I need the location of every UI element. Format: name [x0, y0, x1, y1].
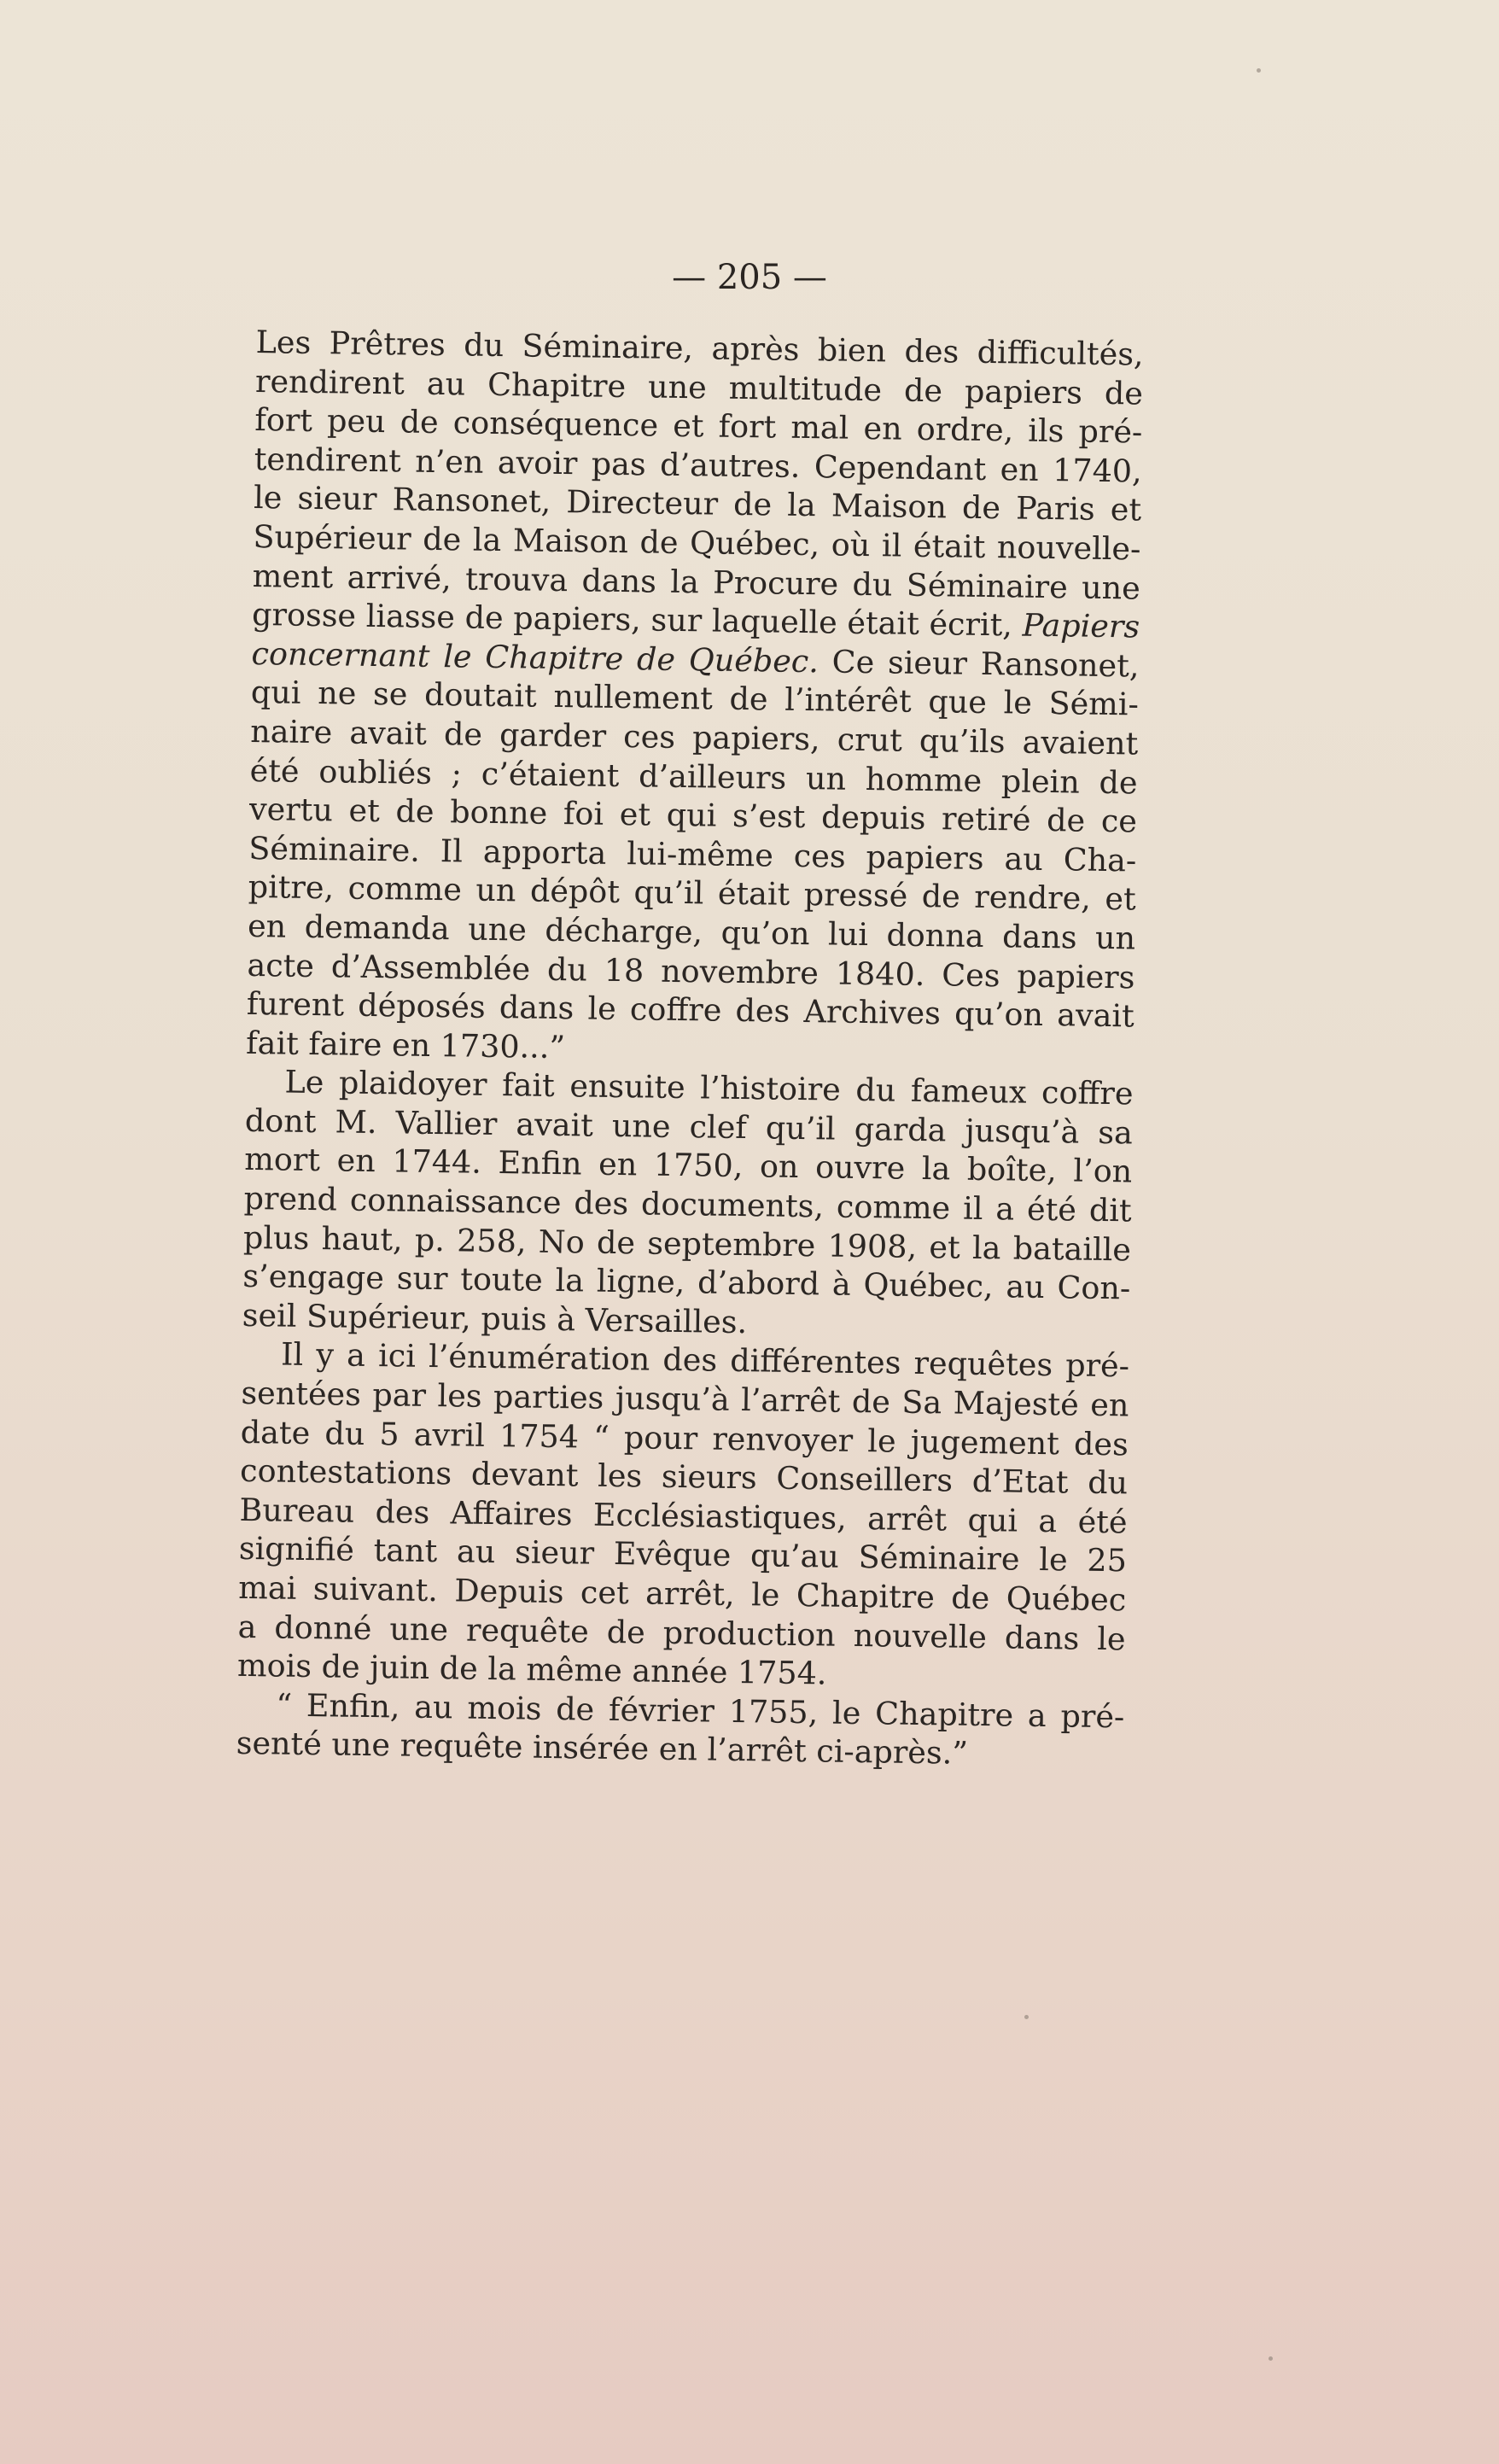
text-line: vertu et de bonne foi et qui s’est depuis retiré de ce: [248, 791, 1138, 840]
text-line: dont M. Vallier avait une clef qu’il garda jusqu’à sa: [244, 1101, 1134, 1152]
text-line: mai suivant. Depuis cet arrêt, le Chapitre de Québec: [238, 1568, 1127, 1619]
text-line: en demanda une décharge, qu’on lui donna dans un: [247, 907, 1136, 957]
text-line: signifié tant au sieur Evêque qu’au Séminaire le 25: [238, 1530, 1128, 1579]
paragraph-1: [246, 323, 1144, 1075]
text-line: pitre, comme un dépôt qu’il était pressé de rendre, et: [248, 868, 1136, 918]
text-line: a donné une requête de production nouvelle dans le: [237, 1608, 1126, 1657]
text-line: date du 5 avril 1754 “ pour renvoyer le jugement des: [240, 1413, 1129, 1463]
text-line: Le plaidoyer fait ensuite l’histoire du fameux coffre: [284, 1063, 1134, 1112]
italic-text: Papiers: [1022, 606, 1140, 645]
text-line: sentées par les parties jusqu’à l’arrêt de Sa Majesté en: [241, 1374, 1129, 1424]
paragraph-3: [237, 1334, 1130, 1697]
text-line: mois de juin de la même année 1754.: [236, 1647, 827, 1692]
text-line: senté une requête insérée en l’arrêt ci-après.”: [236, 1725, 969, 1772]
italic-text: concernant le Chapitre de Québec.: [251, 634, 819, 680]
text-line: qui ne se doutait nullement de l’intérêt que le Sémi-: [250, 674, 1140, 723]
text-line: acte d’Assemblée du 18 novembre 1840. Ces papiers: [247, 946, 1135, 996]
text-segment: grosse liasse de papiers, sur laquelle était écrit,: [251, 596, 1013, 644]
text-line: contestations devant les sieurs Conseillers d’Etat du: [239, 1452, 1129, 1502]
text-line: plus haut, p. 258, No de septembre 1908, et la bataille: [242, 1218, 1132, 1269]
paper-speck: [1269, 2356, 1273, 2361]
page-number: — 205 —: [672, 258, 827, 297]
text-line: fort peu de conséquence et fort mal en ordre, ils pré-: [254, 401, 1143, 451]
paper-speck: [1257, 68, 1261, 73]
text-line: le sieur Ransonet, Directeur de la Maison de Paris et: [253, 479, 1142, 528]
text-line: Bureau des Affaires Ecclésiastiques, arrêt qui a été: [239, 1491, 1128, 1541]
text-line: été oubliés ; c’étaient d’ailleurs un homme plein de: [249, 751, 1138, 801]
text-line: mort en 1744. Enfin en 1750, on ouvre la boîte, l’on: [244, 1141, 1133, 1190]
text-line: ment arrivé, trouva dans la Procure du Séminaire une: [252, 557, 1141, 607]
text-line: seil Supérieur, puis à Versailles.: [242, 1296, 748, 1340]
text-line: naire avait de garder ces papiers, crut qu’ils avaient: [250, 712, 1139, 762]
text-segment: Ce sieur Ransonet,: [831, 643, 1140, 685]
text-line: furent déposés dans le coffre des Archives qu’on avait: [246, 985, 1135, 1035]
text-line: Il y a ici l’énumération des différentes requêtes pré-: [280, 1335, 1130, 1385]
text-line: Séminaire. Il apporta lui-même ces papiers au Cha-: [248, 829, 1137, 879]
paper-speck: [1024, 2015, 1029, 2019]
paragraph-2: [242, 1062, 1133, 1347]
text-line: tendirent n’en avoir pas d’autres. Cependant en 1740,: [254, 440, 1142, 490]
text-line: s’engage sur toute la ligne, d’abord à Québec, au Con-: [242, 1258, 1131, 1307]
text-line: “ Enfin, au mois de février 1755, le Chapitre a pré-: [276, 1686, 1125, 1736]
text-line: rendirent au Chapitre une multitude de papiers de: [254, 362, 1144, 412]
body-text: [236, 323, 1143, 1775]
text-line: Supérieur de la Maison de Québec, où il était nouvelle-: [253, 517, 1141, 568]
paragraph-4: [236, 1685, 1124, 1776]
text-line: prend connaissance des documents, comme il a été dit: [243, 1179, 1132, 1229]
text-line: fait faire en 1730...”: [245, 1024, 566, 1066]
text-line: Les Prêtres du Séminaire, après bien des difficultés,: [255, 323, 1144, 373]
